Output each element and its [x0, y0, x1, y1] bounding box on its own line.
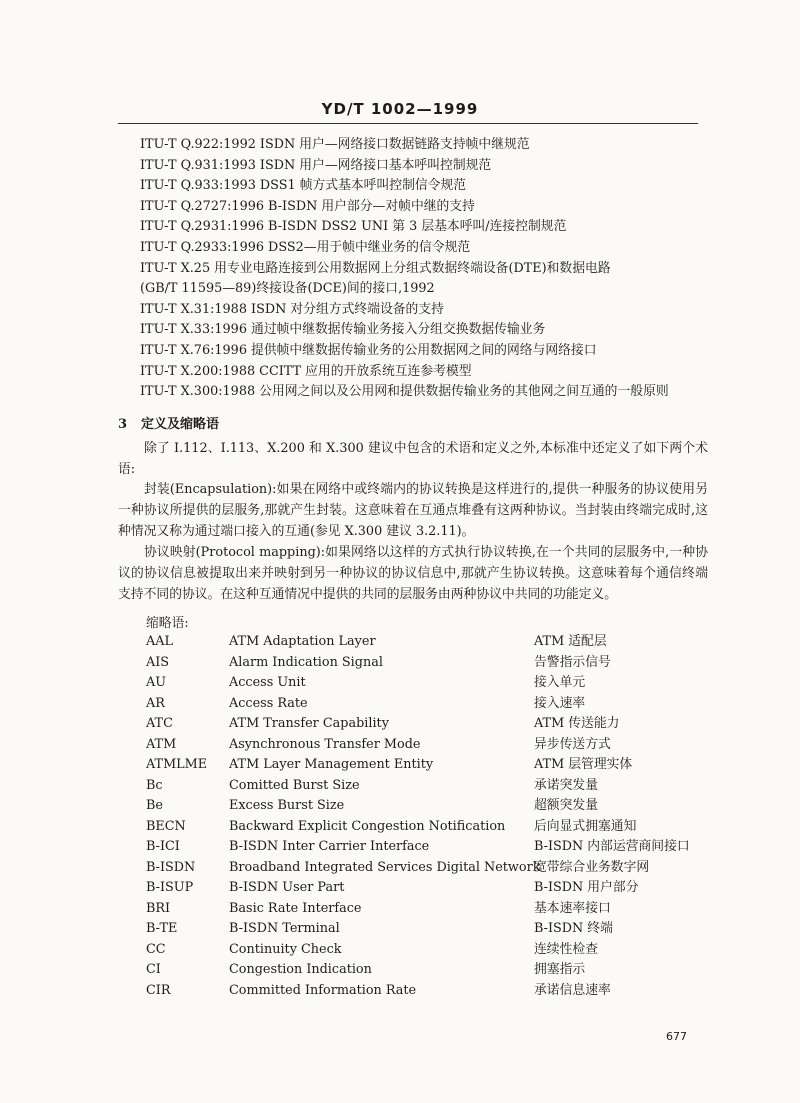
abbr-english: Asynchronous Transfer Mode: [229, 736, 421, 752]
abbr-code: AIS: [146, 654, 170, 670]
abbr-english: Broadband Integrated Services Digital Network: [229, 859, 541, 875]
abbr-code: CC: [146, 941, 166, 957]
abbreviation-row: [146, 735, 706, 756]
abbreviation-row: [146, 919, 706, 940]
abbreviation-row: [146, 673, 706, 694]
abbr-english: B-ISDN Terminal: [229, 921, 340, 936]
paragraph-text: 协议映射(Protocol mapping):如果网络以这样的方式执行协议转换,在一个共同的层服务中,一种协议的协议信息被提取出来并映射到另一种协议的协议信息中,那就产生协议转换。这意味着每个通信终端支持不同的协议。在这种互通情况中提供的共同的层服务由两种协议中共同的功能定义。: [118, 545, 708, 602]
abbreviations-table: [146, 632, 706, 1001]
abbr-code: AAL: [146, 634, 173, 649]
reference-item: (GB/T 11595—89)终接设备(DCE)间的接口,1992: [140, 281, 435, 297]
page-header-title: YD/T 1002—1999: [321, 100, 479, 118]
abbr-english: ATM Layer Management Entity: [229, 757, 434, 772]
abbr-chinese: 接入速率: [534, 695, 586, 711]
abbr-chinese: B-ISDN 用户部分: [534, 880, 639, 895]
paragraph-intro: [118, 438, 708, 480]
abbreviation-row: [146, 940, 706, 961]
reference-item: ITU-T Q.2933:1996 DSS2—用于帧中继业务的信令规范: [140, 239, 471, 255]
abbr-chinese: 承诺信息速率: [534, 982, 611, 998]
abbr-english: Committed Information Rate: [229, 982, 417, 998]
reference-list: [140, 135, 720, 403]
abbreviation-row: [146, 960, 706, 981]
abbreviation-row: [146, 653, 706, 674]
abbr-english: Excess Burst Size: [229, 798, 345, 813]
reference-item: ITU-T X.33:1996 通过帧中继数据传输业务接入分组交换数据传输业务: [140, 322, 546, 338]
abbreviation-row: [146, 817, 706, 838]
section-number: 3: [118, 417, 128, 432]
abbreviation-row: [146, 899, 706, 920]
abbr-code: CIR: [146, 982, 171, 998]
section-heading: [118, 413, 233, 432]
reference-item: ITU-T X.300:1988 公用网之间以及公用网和提供数据传输业务的其他网之间互通的一般原则: [140, 384, 669, 400]
section-title: 定义及缩略语: [141, 417, 220, 432]
abbreviation-row: [146, 632, 706, 653]
reference-item: ITU-T X.25 用专业电路连接到公用数据网上分组式数据终端设备(DTE)和数据电路: [140, 260, 611, 276]
abbr-chinese: 接入单元: [534, 675, 586, 690]
reference-item: ITU-T X.31:1988 ISDN 对分组方式终端设备的支持: [140, 301, 444, 317]
abbr-english: Basic Rate Interface: [229, 900, 362, 916]
paragraph-text: 封装(Encapsulation):如果在网络中或终端内的协议转换是这样进行的,提供一种服务的协议使用另一种协议所提供的层服务,那就产生封装。这意味着在互通点堆叠有这两种协议。当封装由终端完成时,这种情况又称为通过端口接入的互通(参见 X.300 建议 3.2.11)。: [118, 482, 708, 539]
abbr-chinese: ATM 传送能力: [534, 716, 620, 731]
abbr-code: BRI: [146, 900, 171, 916]
abbr-chinese: 后向显式拥塞通知: [534, 818, 637, 834]
abbreviations-label: 缩略语:: [146, 616, 189, 631]
abbr-english: Comitted Burst Size: [229, 777, 360, 793]
reference-item: ITU-T Q.931:1993 ISDN 用户—网络接口基本呼叫控制规范: [140, 157, 492, 173]
abbreviation-row: [146, 796, 706, 817]
abbr-english: Backward Explicit Congestion Notification: [229, 818, 506, 834]
reference-item: ITU-T Q.2931:1996 B-ISDN DSS2 UNI 第 3 层基本呼叫/连接控制规范: [140, 219, 567, 235]
abbr-english: Access Unit: [229, 675, 306, 690]
reference-item: ITU-T Q.2727:1996 B-ISDN 用户部分—对帧中继的支持: [140, 198, 475, 214]
abbreviation-row: [146, 837, 706, 858]
abbr-code: CI: [146, 962, 161, 977]
abbr-chinese: 告警指示信号: [534, 654, 611, 670]
abbreviation-row: [146, 981, 706, 1002]
header-rule: [118, 123, 698, 124]
abbr-english: ATM Adaptation Layer: [229, 634, 376, 649]
abbr-english: Alarm Indication Signal: [229, 654, 383, 670]
abbreviation-row: [146, 858, 706, 879]
abbreviation-row: [146, 694, 706, 715]
abbr-chinese: 异步传送方式: [534, 736, 611, 752]
abbr-chinese: 宽带综合业务数字网: [534, 859, 650, 875]
abbr-chinese: 超额突发量: [534, 798, 598, 813]
paragraph-text: 除了 I.112、I.113、X.200 和 X.300 建议中包含的术语和定义之外,本标准中还定义了如下两个术语:: [118, 441, 708, 477]
abbr-code: BECN: [146, 818, 186, 834]
abbr-chinese: ATM 层管理实体: [534, 757, 633, 772]
abbr-code: B-ISUP: [146, 880, 194, 895]
abbr-code: AR: [146, 695, 165, 711]
paragraph-encapsulation: [118, 479, 708, 542]
reference-item: ITU-T Q.933:1993 DSS1 帧方式基本呼叫控制信令规范: [140, 178, 467, 194]
abbr-code: ATM: [146, 736, 177, 752]
abbr-english: Access Rate: [229, 695, 308, 711]
abbr-english: Continuity Check: [229, 941, 342, 957]
paragraph-mapping: [118, 542, 708, 605]
abbr-chinese: 承诺突发量: [534, 777, 598, 793]
abbr-chinese: 连续性检查: [534, 941, 598, 957]
abbr-chinese: 拥塞指示: [534, 962, 586, 977]
reference-item: ITU-T X.76:1996 提供帧中继数据传输业务的公用数据网之间的网络与网络接口: [140, 342, 597, 358]
reference-item: ITU-T Q.922:1992 ISDN 用户—网络接口数据链路支持帧中继规范: [140, 137, 530, 152]
abbr-code: B-ICI: [146, 839, 180, 854]
abbreviation-row: [146, 755, 706, 776]
abbr-chinese: 基本速率接口: [534, 900, 611, 916]
abbr-code: AU: [146, 675, 167, 690]
abbreviation-row: [146, 878, 706, 899]
abbr-english: B-ISDN User Part: [229, 880, 345, 895]
reference-item: ITU-T X.200:1988 CCITT 应用的开放系统互连参考模型: [140, 363, 472, 379]
abbreviation-row: [146, 714, 706, 735]
abbr-code: ATMLME: [146, 757, 208, 772]
abbr-code: ATC: [146, 716, 173, 731]
abbr-english: Congestion Indication: [229, 962, 372, 977]
abbr-english: ATM Transfer Capability: [229, 716, 389, 731]
abbr-code: B-TE: [146, 921, 178, 936]
abbr-chinese: B-ISDN 终端: [534, 921, 613, 936]
abbr-code: B-ISDN: [146, 859, 196, 875]
abbr-chinese: B-ISDN 内部运营商间接口: [534, 839, 690, 854]
abbr-chinese: ATM 适配层: [534, 634, 607, 649]
abbr-english: B-ISDN Inter Carrier Interface: [229, 839, 430, 854]
page-number: 677: [666, 1030, 687, 1043]
abbr-code: Be: [146, 798, 163, 813]
abbreviation-row: [146, 776, 706, 797]
abbr-code: Bc: [146, 777, 163, 793]
